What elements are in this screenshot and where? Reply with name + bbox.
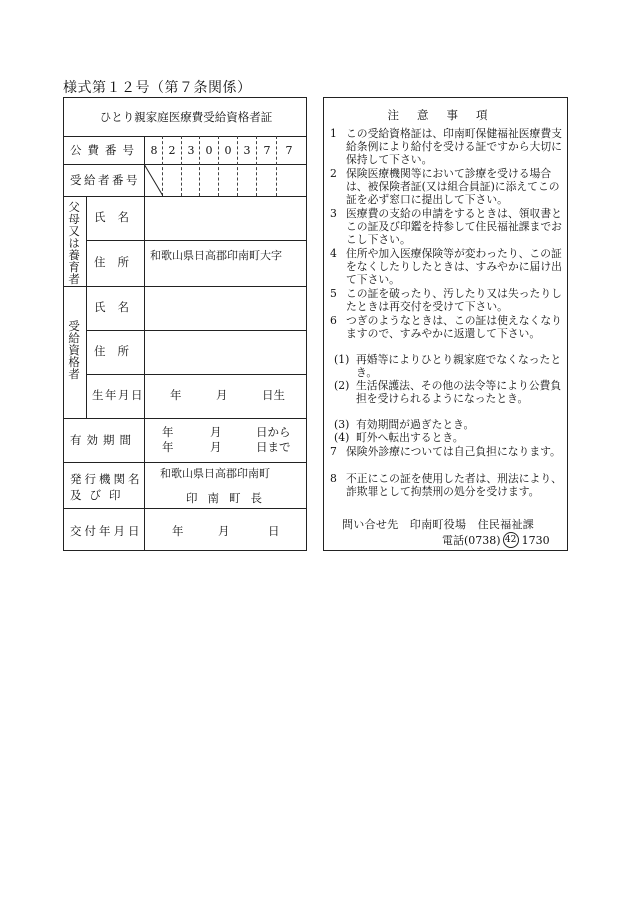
row-divider bbox=[64, 508, 306, 509]
birth-month: 月 bbox=[216, 388, 228, 402]
eligible-name-label: 氏名 bbox=[94, 300, 141, 314]
note-number: 7 bbox=[330, 445, 337, 458]
parent-section-label: 父母又は養育者 bbox=[67, 201, 82, 285]
row-divider bbox=[86, 240, 306, 241]
note-subitem bbox=[334, 354, 562, 380]
public-number-digit: 3 bbox=[187, 143, 195, 157]
subitem-number: (2) bbox=[334, 379, 350, 392]
issue-date-label: 交付年月日 bbox=[70, 524, 143, 538]
row-divider bbox=[64, 462, 306, 463]
note-text: 不正にこの証を使用した者は、刑法により、詐欺罪として拘禁刑の処分を受けます。 bbox=[346, 472, 562, 498]
row-divider bbox=[64, 164, 306, 165]
parent-address-value: 和歌山県日高郡印南町大字 bbox=[150, 249, 282, 262]
phone-area-circle: 42 bbox=[503, 532, 519, 548]
row-divider bbox=[64, 136, 306, 137]
subitem-text: 有効期間が過ぎたとき。 bbox=[356, 418, 475, 431]
issuer-head: 印南町長 bbox=[186, 491, 272, 505]
issuer-label: 発行機関名 bbox=[70, 472, 143, 486]
public-number-digit: 0 bbox=[205, 143, 213, 157]
subitem-number: (4) bbox=[334, 431, 350, 444]
form-number-label: 様式第１２号（第７条関係） bbox=[63, 80, 252, 96]
eligible-address-label: 住所 bbox=[94, 344, 141, 358]
note-text: 保険医療機関等において診療を受ける場合は、被保険者証(又は組合員証)に添えてこの証を必ず窓口に提出して下さい。 bbox=[346, 167, 560, 206]
public-number-digit: 3 bbox=[243, 143, 251, 157]
note-subitem bbox=[334, 419, 562, 432]
certificate-title: ひとり親家庭医療費受給資格者証 bbox=[99, 110, 273, 124]
public-number-digit: 7 bbox=[285, 143, 293, 157]
notes-title: 注意事項 bbox=[387, 108, 506, 122]
subitem-text: 生活保護法、その他の法令等により公費負担を受けられるようになったとき。 bbox=[356, 379, 562, 405]
phone-number bbox=[442, 532, 550, 548]
public-number-digit: 0 bbox=[224, 143, 232, 157]
notes-panel bbox=[323, 97, 568, 551]
eligible-section-label: 受給資格者 bbox=[67, 320, 82, 380]
note-subitem bbox=[334, 380, 562, 406]
diagonal-slash bbox=[144, 164, 163, 196]
validity-from-year: 年 bbox=[162, 425, 174, 439]
validity-label: 有効期間 bbox=[70, 433, 136, 447]
parent-name-label: 氏名 bbox=[94, 210, 141, 224]
birthdate-label: 生年月日 bbox=[92, 388, 144, 402]
phone-prefix: 電話(0738) bbox=[442, 534, 501, 547]
note-item bbox=[330, 315, 562, 341]
issuer-seal-label: 及び印 bbox=[70, 488, 129, 502]
note-text: この受給資格証は、印南町保健福祉医療費支給条例により給付を受ける証ですから大切に保持して下さい。 bbox=[346, 127, 562, 166]
note-number: 5 bbox=[330, 287, 337, 300]
row-divider bbox=[86, 330, 306, 331]
note-number: 2 bbox=[330, 167, 337, 180]
note-number: 1 bbox=[330, 127, 337, 140]
note-text: 保険外診療については自己負担になります。 bbox=[346, 445, 561, 458]
birth-day: 日生 bbox=[262, 388, 285, 402]
phone-suffix: 1730 bbox=[521, 533, 550, 547]
validity-from-month: 月 bbox=[210, 425, 222, 439]
issue-month: 月 bbox=[218, 524, 230, 538]
validity-to-day: 日まで bbox=[256, 440, 291, 454]
subitem-number: (1) bbox=[334, 353, 350, 366]
contact-info: 問い合せ先 印南町役場 住民福祉課 bbox=[342, 518, 535, 531]
note-text: つぎのようなときは、この証は使えなくなりますので、すみやかに返還して下さい。 bbox=[346, 314, 562, 340]
validity-to-month: 月 bbox=[210, 440, 222, 454]
row-divider bbox=[86, 374, 306, 375]
col-divider bbox=[86, 196, 87, 418]
note-text: 住所や加入医療保険等が変わったり、この証をなくしたりしたときは、すみやかに届け出て下さい。 bbox=[346, 247, 562, 286]
note-item bbox=[330, 128, 562, 166]
subitem-text: 町外へ転出するとき。 bbox=[356, 431, 464, 444]
note-item bbox=[330, 288, 562, 314]
note-item bbox=[330, 168, 562, 206]
certificate-card bbox=[63, 97, 307, 551]
validity-to-year: 年 bbox=[162, 440, 174, 454]
row-divider bbox=[64, 196, 306, 197]
subitem-number: (3) bbox=[334, 418, 350, 431]
col-divider bbox=[144, 196, 145, 551]
public-number-label: 公費番号 bbox=[70, 143, 140, 157]
note-number: 3 bbox=[330, 207, 337, 220]
validity-from-day: 日から bbox=[256, 425, 291, 439]
note-text: 医療費の支給の申請をするときは、領収書とこの証及び印鑑を持参して住民福祉課までおこし下さい。 bbox=[346, 207, 562, 246]
public-number-digit: 7 bbox=[263, 143, 271, 157]
issue-day: 日 bbox=[268, 524, 280, 538]
public-number-digit: 8 bbox=[150, 143, 158, 157]
birth-year: 年 bbox=[170, 388, 182, 402]
recipient-number-label: 受給者番号 bbox=[70, 173, 140, 187]
subitem-text: 再婚等によりひとり親家庭でなくなったとき。 bbox=[356, 353, 562, 379]
note-item bbox=[330, 446, 562, 459]
note-number: 6 bbox=[330, 314, 337, 327]
row-divider bbox=[64, 418, 306, 419]
note-item bbox=[330, 473, 562, 499]
issue-year: 年 bbox=[172, 524, 184, 538]
note-number: 8 bbox=[330, 472, 337, 485]
row-divider bbox=[64, 286, 306, 287]
issuer-name: 和歌山県日高郡印南町 bbox=[160, 467, 270, 480]
note-item bbox=[330, 208, 562, 246]
note-subitem bbox=[334, 432, 562, 445]
note-text: この証を破ったり、汚したり又は失ったりしたときは再交付を受けて下さい。 bbox=[346, 287, 562, 313]
parent-address-label: 住所 bbox=[94, 255, 141, 269]
note-number: 4 bbox=[330, 247, 337, 260]
public-number-digit: 2 bbox=[168, 143, 176, 157]
note-item bbox=[330, 248, 562, 286]
